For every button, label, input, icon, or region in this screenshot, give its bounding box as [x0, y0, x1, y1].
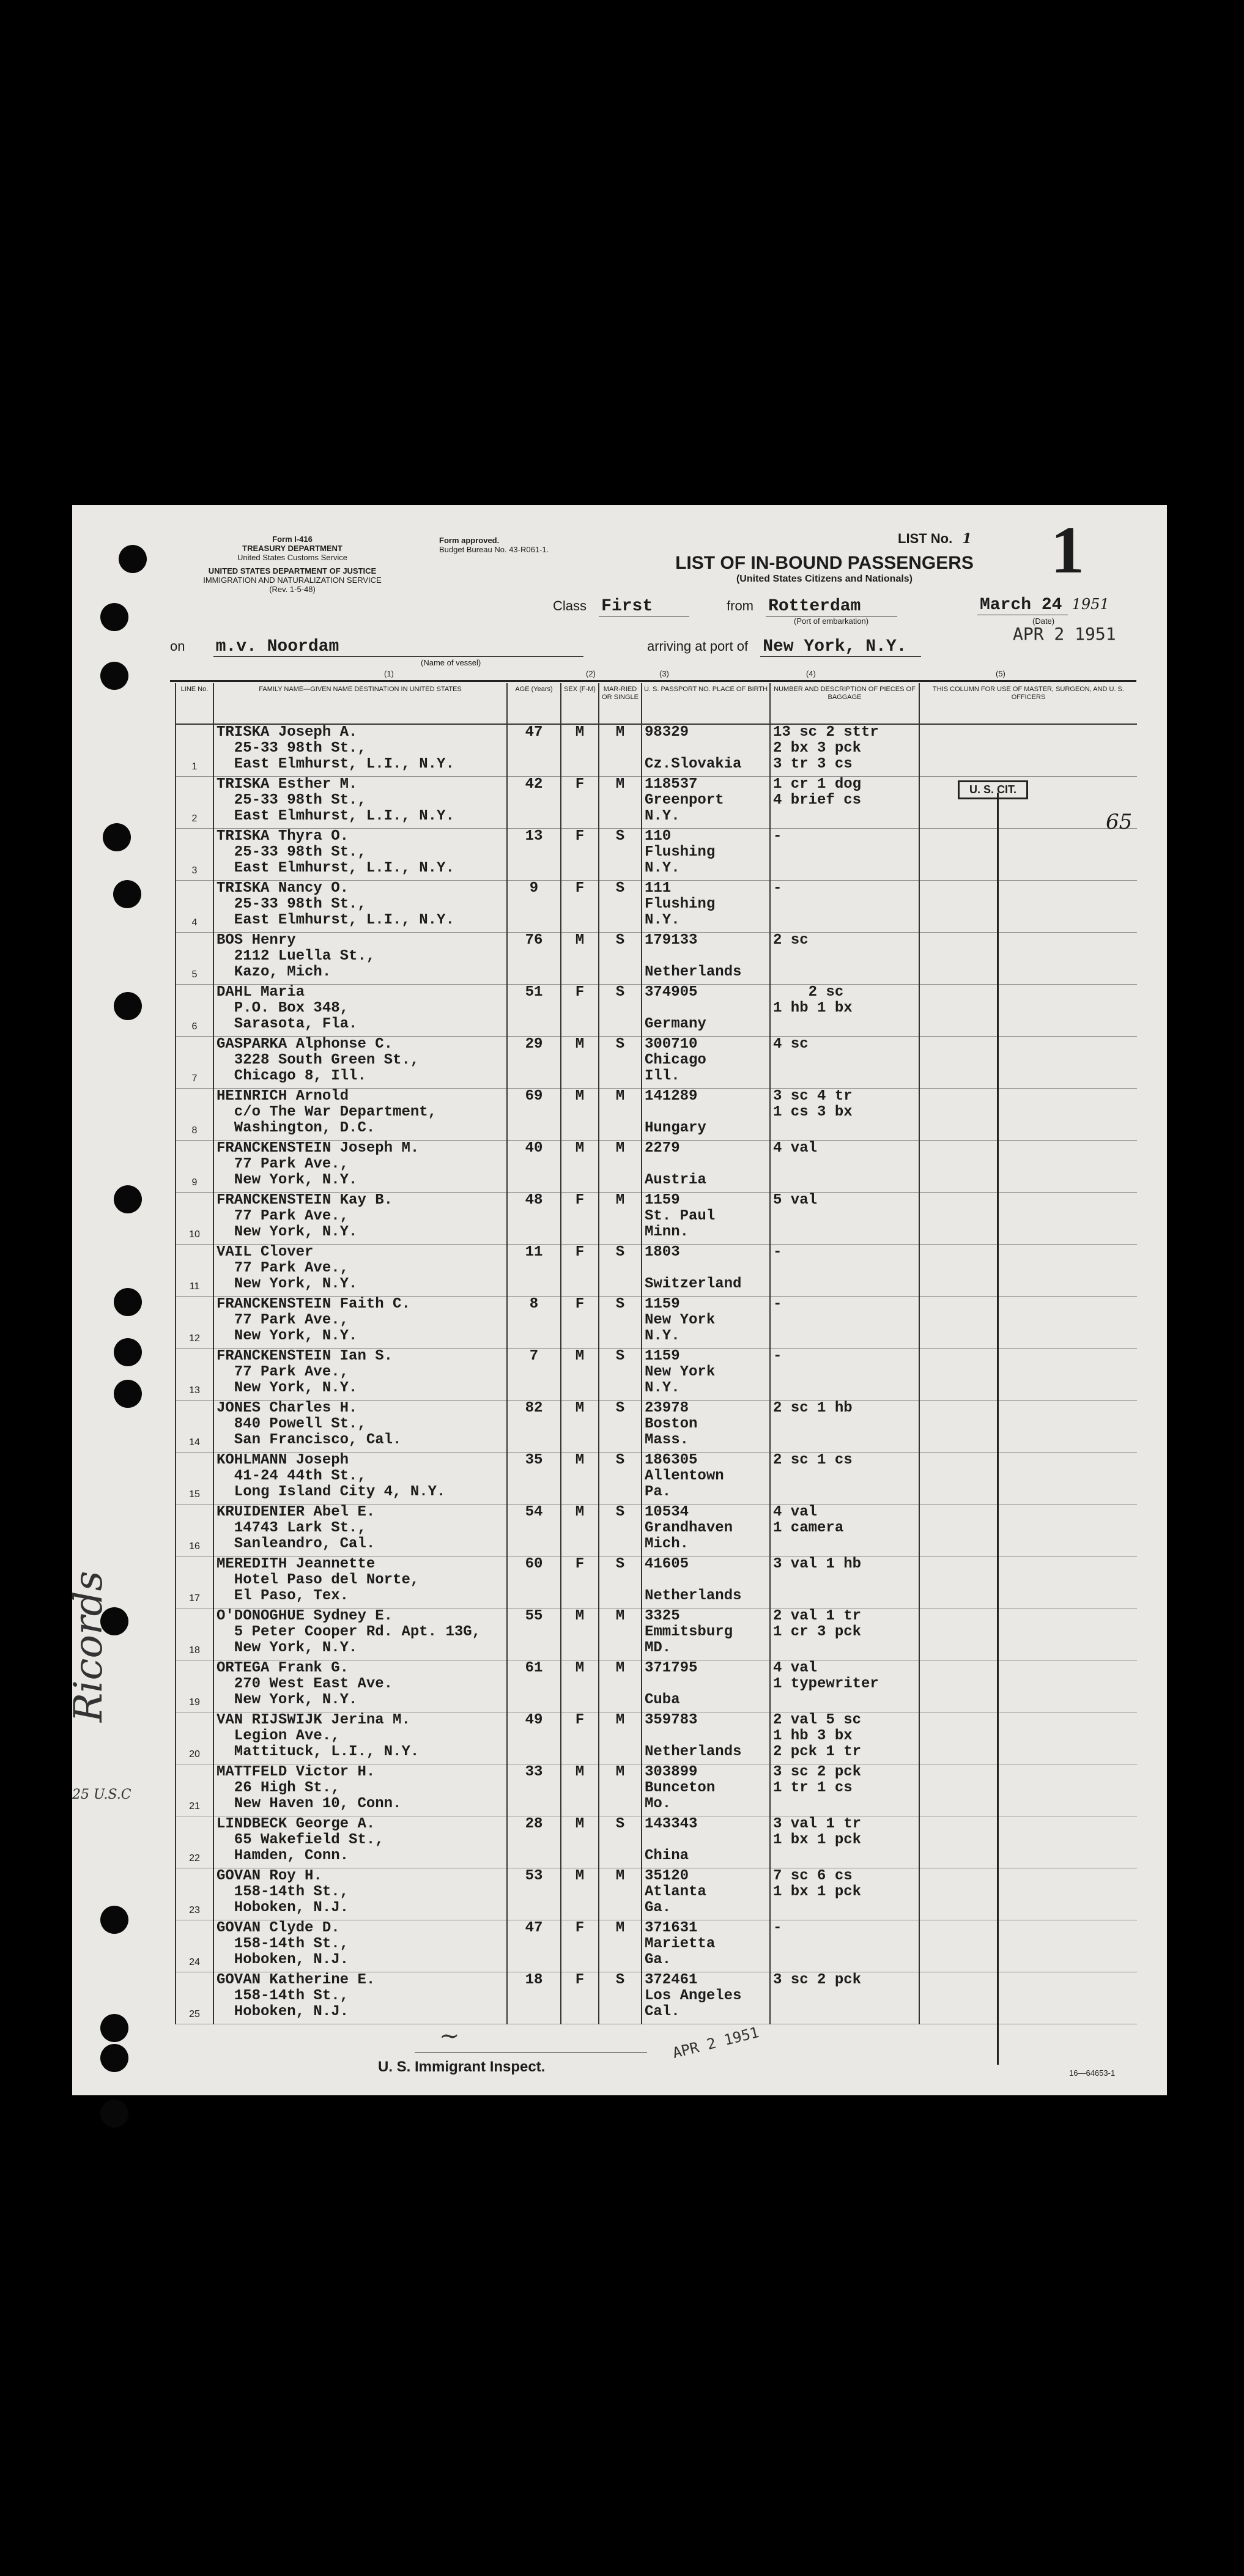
- passport-birthplace-cell: 110 Flushing N.Y.: [642, 829, 770, 881]
- age-cell: 54: [507, 1505, 561, 1556]
- arrival-field: arriving at port of New York, N.Y.: [647, 637, 921, 656]
- revision-note: (Rev. 1-5-48): [269, 585, 316, 594]
- line-number: 5: [176, 933, 213, 985]
- marital-status-cell: M: [599, 1089, 642, 1141]
- passenger-name-address: FRANCKENSTEIN Kay B. 77 Park Ave., New York, N.Y.: [213, 1193, 507, 1245]
- marital-status-cell: M: [599, 1764, 642, 1816]
- passport-birthplace-cell: 3325 Emmitsburg MD.: [642, 1608, 770, 1660]
- passenger-name-address: JONES Charles H. 840 Powell St., San Francisco, Cal.: [213, 1401, 507, 1453]
- table-row: [176, 1972, 1137, 2024]
- col-num-2: (2): [586, 669, 596, 678]
- baggage-cell: -: [770, 1297, 919, 1349]
- baggage-cell: -: [770, 881, 919, 933]
- sex-cell: F: [561, 985, 599, 1037]
- date-year: 1951: [1072, 596, 1109, 613]
- passenger-name-address: ORTEGA Frank G. 270 West East Ave. New York, N.Y.: [213, 1660, 507, 1712]
- sex-cell: M: [561, 724, 599, 777]
- passenger-name-address: HEINRICH Arnold c/o The War Department, Washington, D.C.: [213, 1089, 507, 1141]
- sex-cell: F: [561, 829, 599, 881]
- passport-birthplace-cell: 179133 Netherlands: [642, 933, 770, 985]
- line-number: 17: [176, 1556, 213, 1608]
- age-cell: 28: [507, 1816, 561, 1868]
- remarks-cell: [919, 1193, 1137, 1245]
- remarks-cell: [919, 1608, 1137, 1660]
- baggage-cell: 4 val 1 camera: [770, 1505, 919, 1556]
- punch-hole: [100, 662, 128, 690]
- sex-cell: M: [561, 1764, 599, 1816]
- port-embark-caption: (Port of embarkation): [794, 616, 869, 626]
- arrival-port-value: New York, N.Y.: [760, 637, 921, 657]
- age-cell: 47: [507, 724, 561, 777]
- baggage-cell: 3 sc 2 pck 1 tr 1 cs: [770, 1764, 919, 1816]
- line-number: 2: [176, 777, 213, 829]
- table-row: [176, 933, 1137, 985]
- list-number: 1: [962, 531, 972, 547]
- baggage-cell: 13 sc 2 sttr 2 bx 3 pck 3 tr 3 cs: [770, 724, 919, 777]
- remarks-cell: [919, 1868, 1137, 1920]
- passport-birthplace-cell: 23978 Boston Mass.: [642, 1401, 770, 1453]
- marital-status-cell: S: [599, 1401, 642, 1453]
- remarks-cell: [919, 1712, 1137, 1764]
- sex-cell: F: [561, 1920, 599, 1972]
- passport-birthplace-cell: 35120 Atlanta Ga.: [642, 1868, 770, 1920]
- age-cell: 35: [507, 1453, 561, 1505]
- sex-cell: F: [561, 1193, 599, 1245]
- header-baggage: NUMBER AND DESCRIPTION OF PIECES OF BAGGAGE: [770, 683, 919, 724]
- table-row: [176, 881, 1137, 933]
- passport-birthplace-cell: 118537 Greenport N.Y.: [642, 777, 770, 829]
- passenger-name-address: MATTFELD Victor H. 26 High St., New Haven 10, Conn.: [213, 1764, 507, 1816]
- sex-cell: F: [561, 1556, 599, 1608]
- remarks-cell: [919, 985, 1137, 1037]
- remarks-cell: [919, 1764, 1137, 1816]
- marital-status-cell: M: [599, 1193, 642, 1245]
- line-number: 14: [176, 1401, 213, 1453]
- punch-hole: [119, 545, 147, 573]
- sex-cell: M: [561, 1505, 599, 1556]
- passenger-name-address: KOHLMANN Joseph 41-24 44th St., Long Island City 4, N.Y.: [213, 1453, 507, 1505]
- table-row: [176, 1608, 1137, 1660]
- sex-cell: F: [561, 1245, 599, 1297]
- table-row: [176, 1505, 1137, 1556]
- header-line: LINE No.: [176, 683, 213, 724]
- passenger-name-address: TRISKA Joseph A. 25-33 98th St., East Elmhurst, L.I., N.Y.: [213, 724, 507, 777]
- marital-status-cell: M: [599, 1920, 642, 1972]
- remarks-vertical-line: [997, 793, 999, 2065]
- baggage-cell: 4 sc: [770, 1037, 919, 1089]
- age-cell: 11: [507, 1245, 561, 1297]
- line-number: 24: [176, 1920, 213, 1972]
- age-cell: 40: [507, 1141, 561, 1193]
- remarks-cell: [919, 1037, 1137, 1089]
- punch-hole: [103, 823, 131, 851]
- passport-birthplace-cell: 10534 Grandhaven Mich.: [642, 1505, 770, 1556]
- header-passport: U. S. PASSPORT NO. PLACE OF BIRTH: [642, 683, 770, 724]
- baggage-cell: 2 sc 1 hb: [770, 1401, 919, 1453]
- line-number: 10: [176, 1193, 213, 1245]
- remarks-cell: [919, 933, 1137, 985]
- table-row: [176, 829, 1137, 881]
- remarks-cell: [919, 1972, 1137, 2024]
- table-row: [176, 1297, 1137, 1349]
- baggage-cell: 3 sc 2 pck: [770, 1972, 919, 2024]
- baggage-cell: 4 val 1 typewriter: [770, 1660, 919, 1712]
- line-number: 13: [176, 1349, 213, 1401]
- passenger-name-address: FRANCKENSTEIN Ian S. 77 Park Ave., New York, N.Y.: [213, 1349, 507, 1401]
- line-number: 20: [176, 1712, 213, 1764]
- age-cell: 61: [507, 1660, 561, 1712]
- col-num-4: (4): [806, 669, 816, 678]
- remarks-cell: [919, 1089, 1137, 1141]
- line-number: 8: [176, 1089, 213, 1141]
- passenger-name-address: FRANCKENSTEIN Faith C. 77 Park Ave., New York, N.Y.: [213, 1297, 507, 1349]
- vessel-field: on m.v. Noordam: [170, 637, 583, 656]
- baggage-cell: 1 cr 1 dog 4 brief cs: [770, 777, 919, 829]
- punch-hole: [100, 2044, 128, 2072]
- punch-hole: [114, 1288, 142, 1316]
- table-row: [176, 1037, 1137, 1089]
- remarks-cell: [919, 881, 1137, 933]
- passenger-name-address: GOVAN Roy H. 158-14th St., Hoboken, N.J.: [213, 1868, 507, 1920]
- marital-status-cell: M: [599, 1660, 642, 1712]
- marital-status-cell: S: [599, 1972, 642, 2024]
- marital-status-cell: S: [599, 1349, 642, 1401]
- marital-status-cell: S: [599, 1556, 642, 1608]
- marital-status-cell: S: [599, 933, 642, 985]
- punch-hole: [100, 2100, 128, 2128]
- side-note-65: 65: [1106, 810, 1133, 834]
- passport-birthplace-cell: 372461 Los Angeles Cal.: [642, 1972, 770, 2024]
- sex-cell: F: [561, 881, 599, 933]
- sex-cell: F: [561, 777, 599, 829]
- inspector-date-stamp: APR 2 1951: [670, 2023, 761, 2062]
- remarks-cell: [919, 1556, 1137, 1608]
- baggage-cell: 3 val 1 hb: [770, 1556, 919, 1608]
- baggage-cell: 2 val 5 sc 1 hb 3 bx 2 pck 1 tr: [770, 1712, 919, 1764]
- form-title: LIST OF IN-BOUND PASSENGERS: [675, 553, 974, 573]
- sex-cell: M: [561, 1089, 599, 1141]
- baggage-cell: 2 sc: [770, 933, 919, 985]
- age-cell: 7: [507, 1349, 561, 1401]
- baggage-cell: 3 sc 4 tr 1 cs 3 bx: [770, 1089, 919, 1141]
- header-name: FAMILY NAME—GIVEN NAME DESTINATION IN UNITED STATES: [213, 683, 507, 724]
- marital-status-cell: S: [599, 1505, 642, 1556]
- line-number: 19: [176, 1660, 213, 1712]
- sex-cell: M: [561, 1868, 599, 1920]
- margin-handwriting-ricords: Ricords: [66, 1571, 111, 1722]
- passenger-name-address: VAN RIJSWIJK Jerina M. Legion Ave., Mattituck, L.I., N.Y.: [213, 1712, 507, 1764]
- table-row: [176, 1868, 1137, 1920]
- passport-birthplace-cell: 98329 Cz.Slovakia: [642, 724, 770, 777]
- header-remarks: THIS COLUMN FOR USE OF MASTER, SURGEON, AND U. S. OFFICERS: [919, 683, 1137, 724]
- sex-cell: M: [561, 933, 599, 985]
- big-page-number: 1: [1051, 513, 1084, 587]
- remarks-cell: [919, 1453, 1137, 1505]
- baggage-cell: -: [770, 829, 919, 881]
- line-number: 22: [176, 1816, 213, 1868]
- passenger-name-address: FRANCKENSTEIN Joseph M. 77 Park Ave., New York, N.Y.: [213, 1141, 507, 1193]
- remarks-cell: [919, 1349, 1137, 1401]
- header-age: AGE (Years): [507, 683, 561, 724]
- table-row: [176, 1712, 1137, 1764]
- header-married: MAR-RIED OR SINGLE: [599, 683, 642, 724]
- table-row: [176, 1141, 1137, 1193]
- date-field: [977, 596, 1109, 615]
- remarks-cell: [919, 1920, 1137, 1972]
- class-value: First: [599, 597, 689, 616]
- passenger-name-address: DAHL Maria P.O. Box 348, Sarasota, Fla.: [213, 985, 507, 1037]
- age-cell: 48: [507, 1193, 561, 1245]
- col-num-1: (1): [384, 669, 394, 678]
- passenger-name-address: GASPARKA Alphonse C. 3228 South Green St., Chicago 8, Ill.: [213, 1037, 507, 1089]
- passenger-name-address: GOVAN Katherine E. 158-14th St., Hoboken, N.J.: [213, 1972, 507, 2024]
- header-rule: [170, 680, 1136, 682]
- marital-status-cell: S: [599, 881, 642, 933]
- passport-birthplace-cell: 359783 Netherlands: [642, 1712, 770, 1764]
- passenger-name-address: LINDBECK George A. 65 Wakefield St., Hamden, Conn.: [213, 1816, 507, 1868]
- footer-code: 16—64653-1: [1069, 2068, 1116, 2078]
- treasury-dept: TREASURY DEPARTMENT: [242, 544, 342, 553]
- punch-hole: [100, 603, 128, 631]
- passport-birthplace-cell: 303899 Bunceton Mo.: [642, 1764, 770, 1816]
- age-cell: 69: [507, 1089, 561, 1141]
- baggage-cell: -: [770, 1245, 919, 1297]
- table-row: [176, 1089, 1137, 1141]
- marital-status-cell: S: [599, 1816, 642, 1868]
- punch-hole: [114, 992, 142, 1020]
- baggage-cell: 5 val: [770, 1193, 919, 1245]
- line-number: 23: [176, 1868, 213, 1920]
- passport-birthplace-cell: 1159 St. Paul Minn.: [642, 1193, 770, 1245]
- passport-birthplace-cell: 143343 China: [642, 1816, 770, 1868]
- vessel-caption: (Name of vessel): [421, 658, 481, 667]
- baggage-cell: 7 sc 6 cs 1 bx 1 pck: [770, 1868, 919, 1920]
- line-number: 1: [176, 724, 213, 777]
- budget-bureau: Budget Bureau No. 43-R061-1.: [439, 545, 549, 554]
- passport-birthplace-cell: 2279 Austria: [642, 1141, 770, 1193]
- passport-birthplace-cell: 371631 Marietta Ga.: [642, 1920, 770, 1972]
- punch-hole: [100, 1906, 128, 1934]
- table-row: [176, 1193, 1137, 1245]
- list-label: LIST No.: [898, 531, 953, 546]
- marital-status-cell: M: [599, 1712, 642, 1764]
- baggage-cell: 4 val: [770, 1141, 919, 1193]
- arrival-date-stamp: APR 2 1951: [1013, 624, 1116, 644]
- remarks-cell: [919, 1660, 1137, 1712]
- baggage-cell: -: [770, 1920, 919, 1972]
- passenger-name-address: O'DONOGHUE Sydney E. 5 Peter Cooper Rd. Apt. 13G, New York, N.Y.: [213, 1608, 507, 1660]
- inspector-signature-line: [415, 2052, 647, 2053]
- age-cell: 60: [507, 1556, 561, 1608]
- line-number: 6: [176, 985, 213, 1037]
- marital-status-cell: S: [599, 985, 642, 1037]
- punch-hole: [100, 2014, 128, 2042]
- sex-cell: F: [561, 1712, 599, 1764]
- age-cell: 49: [507, 1712, 561, 1764]
- table-row: [176, 1453, 1137, 1505]
- age-cell: 13: [507, 829, 561, 881]
- passenger-table: [175, 683, 1137, 2024]
- marital-status-cell: M: [599, 777, 642, 829]
- passport-birthplace-cell: 186305 Allentown Pa.: [642, 1453, 770, 1505]
- form-approved: Form approved.: [439, 536, 500, 545]
- passport-birthplace-cell: 374905 Germany: [642, 985, 770, 1037]
- passenger-name-address: GOVAN Clyde D. 158-14th St., Hoboken, N.J.: [213, 1920, 507, 1972]
- marital-status-cell: M: [599, 1868, 642, 1920]
- remarks-cell: [919, 1401, 1137, 1453]
- age-cell: 82: [507, 1401, 561, 1453]
- age-cell: 76: [507, 933, 561, 985]
- marital-status-cell: S: [599, 1037, 642, 1089]
- table-row: [176, 1920, 1137, 1972]
- baggage-cell: 3 val 1 tr 1 bx 1 pck: [770, 1816, 919, 1868]
- inspector-signature: ~: [439, 2022, 460, 2050]
- remarks-cell: [919, 1505, 1137, 1556]
- line-number: 9: [176, 1141, 213, 1193]
- line-number: 4: [176, 881, 213, 933]
- marital-status-cell: M: [599, 1141, 642, 1193]
- from-value: Rotterdam: [766, 597, 897, 616]
- class-field: Class First: [553, 597, 689, 616]
- sex-cell: M: [561, 1608, 599, 1660]
- passenger-name-address: TRISKA Nancy O. 25-33 98th St., East Elmhurst, L.I., N.Y.: [213, 881, 507, 933]
- table-row: [176, 1349, 1137, 1401]
- date-value: March 24: [977, 596, 1068, 615]
- marital-status-cell: S: [599, 829, 642, 881]
- table-row: [176, 1245, 1137, 1297]
- remarks-cell: [919, 829, 1137, 881]
- passport-birthplace-cell: 141289 Hungary: [642, 1089, 770, 1141]
- col-num-5: (5): [996, 669, 1005, 678]
- sex-cell: F: [561, 1972, 599, 2024]
- table-row: [176, 985, 1137, 1037]
- form-number: Form I-416: [272, 535, 313, 544]
- age-cell: 18: [507, 1972, 561, 2024]
- passport-birthplace-cell: 371795 Cuba: [642, 1660, 770, 1712]
- age-cell: 29: [507, 1037, 561, 1089]
- age-cell: 42: [507, 777, 561, 829]
- marital-status-cell: M: [599, 1608, 642, 1660]
- baggage-cell: 2 sc 1 cs: [770, 1453, 919, 1505]
- age-cell: 55: [507, 1608, 561, 1660]
- passport-birthplace-cell: 41605 Netherlands: [642, 1556, 770, 1608]
- col-num-3: (3): [659, 669, 669, 678]
- doj-heading: UNITED STATES DEPARTMENT OF JUSTICE: [208, 566, 377, 576]
- passenger-name-address: TRISKA Thyra O. 25-33 98th St., East Elmhurst, L.I., N.Y.: [213, 829, 507, 881]
- date-caption: (Date): [1032, 616, 1055, 626]
- age-cell: 8: [507, 1297, 561, 1349]
- marital-status-cell: S: [599, 1245, 642, 1297]
- age-cell: 51: [507, 985, 561, 1037]
- passenger-name-address: TRISKA Esther M. 25-33 98th St., East Elmhurst, L.I., N.Y.: [213, 777, 507, 829]
- inspector-label: U. S. Immigrant Inspect.: [378, 2059, 546, 2075]
- table-row: [176, 1556, 1137, 1608]
- baggage-cell: 2 val 1 tr 1 cr 3 pck: [770, 1608, 919, 1660]
- customs-service: United States Customs Service: [237, 553, 347, 562]
- marital-status-cell: M: [599, 724, 642, 777]
- sex-cell: M: [561, 1037, 599, 1089]
- table-row: [176, 1816, 1137, 1868]
- remarks-cell: [919, 1816, 1137, 1868]
- sex-cell: F: [561, 1297, 599, 1349]
- remarks-cell: [919, 1297, 1137, 1349]
- ins-heading: IMMIGRATION AND NATURALIZATION SERVICE: [203, 576, 382, 585]
- sex-cell: M: [561, 1141, 599, 1193]
- sex-cell: M: [561, 1816, 599, 1868]
- sex-cell: M: [561, 1660, 599, 1712]
- line-number: 11: [176, 1245, 213, 1297]
- punch-hole: [114, 1185, 142, 1213]
- table-row: [176, 1660, 1137, 1712]
- line-number: 15: [176, 1453, 213, 1505]
- line-number: 18: [176, 1608, 213, 1660]
- sex-cell: M: [561, 1453, 599, 1505]
- passenger-name-address: BOS Henry 2112 Luella St., Kazo, Mich.: [213, 933, 507, 985]
- baggage-cell: -: [770, 1349, 919, 1401]
- passenger-name-address: VAIL Clover 77 Park Ave., New York, N.Y.: [213, 1245, 507, 1297]
- passport-birthplace-cell: 1159 New York N.Y.: [642, 1349, 770, 1401]
- passenger-name-address: KRUIDENIER Abel E. 14743 Lark St., Sanleandro, Cal.: [213, 1505, 507, 1556]
- passport-birthplace-cell: 300710 Chicago Ill.: [642, 1037, 770, 1089]
- table-row: [176, 1401, 1137, 1453]
- marital-status-cell: S: [599, 1453, 642, 1505]
- line-number: 12: [176, 1297, 213, 1349]
- age-cell: 33: [507, 1764, 561, 1816]
- from-field: from Rotterdam: [727, 597, 897, 616]
- baggage-cell: 2 sc 1 hb 1 bx: [770, 985, 919, 1037]
- line-number: 25: [176, 1972, 213, 2024]
- line-number: 21: [176, 1764, 213, 1816]
- age-cell: 9: [507, 881, 561, 933]
- remarks-cell: [919, 1141, 1137, 1193]
- passport-birthplace-cell: 111 Flushing N.Y.: [642, 881, 770, 933]
- punch-hole: [113, 880, 141, 908]
- line-number: 16: [176, 1505, 213, 1556]
- header-sex: SEX (F-M): [561, 683, 599, 724]
- form-subtitle: (United States Citizens and Nationals): [736, 574, 913, 584]
- manifest-page: [66, 505, 1167, 2095]
- line-number: 3: [176, 829, 213, 881]
- us-citizen-stamp: U. S. CIT.: [958, 780, 1028, 799]
- table-row: [176, 1764, 1137, 1816]
- punch-hole: [114, 1380, 142, 1408]
- passenger-name-address: MEREDITH Jeannette Hotel Paso del Norte, El Paso, Tex.: [213, 1556, 507, 1608]
- remarks-cell: [919, 1245, 1137, 1297]
- age-cell: 53: [507, 1868, 561, 1920]
- marital-status-cell: S: [599, 1297, 642, 1349]
- sex-cell: M: [561, 1401, 599, 1453]
- line-number: 7: [176, 1037, 213, 1089]
- vessel-value: m.v. Noordam: [213, 637, 584, 657]
- passport-birthplace-cell: 1159 New York N.Y.: [642, 1297, 770, 1349]
- sex-cell: M: [561, 1349, 599, 1401]
- punch-hole: [114, 1338, 142, 1366]
- passport-birthplace-cell: 1803 Switzerland: [642, 1245, 770, 1297]
- margin-handwriting-usc: 25 U.S.C: [72, 1787, 131, 1802]
- age-cell: 47: [507, 1920, 561, 1972]
